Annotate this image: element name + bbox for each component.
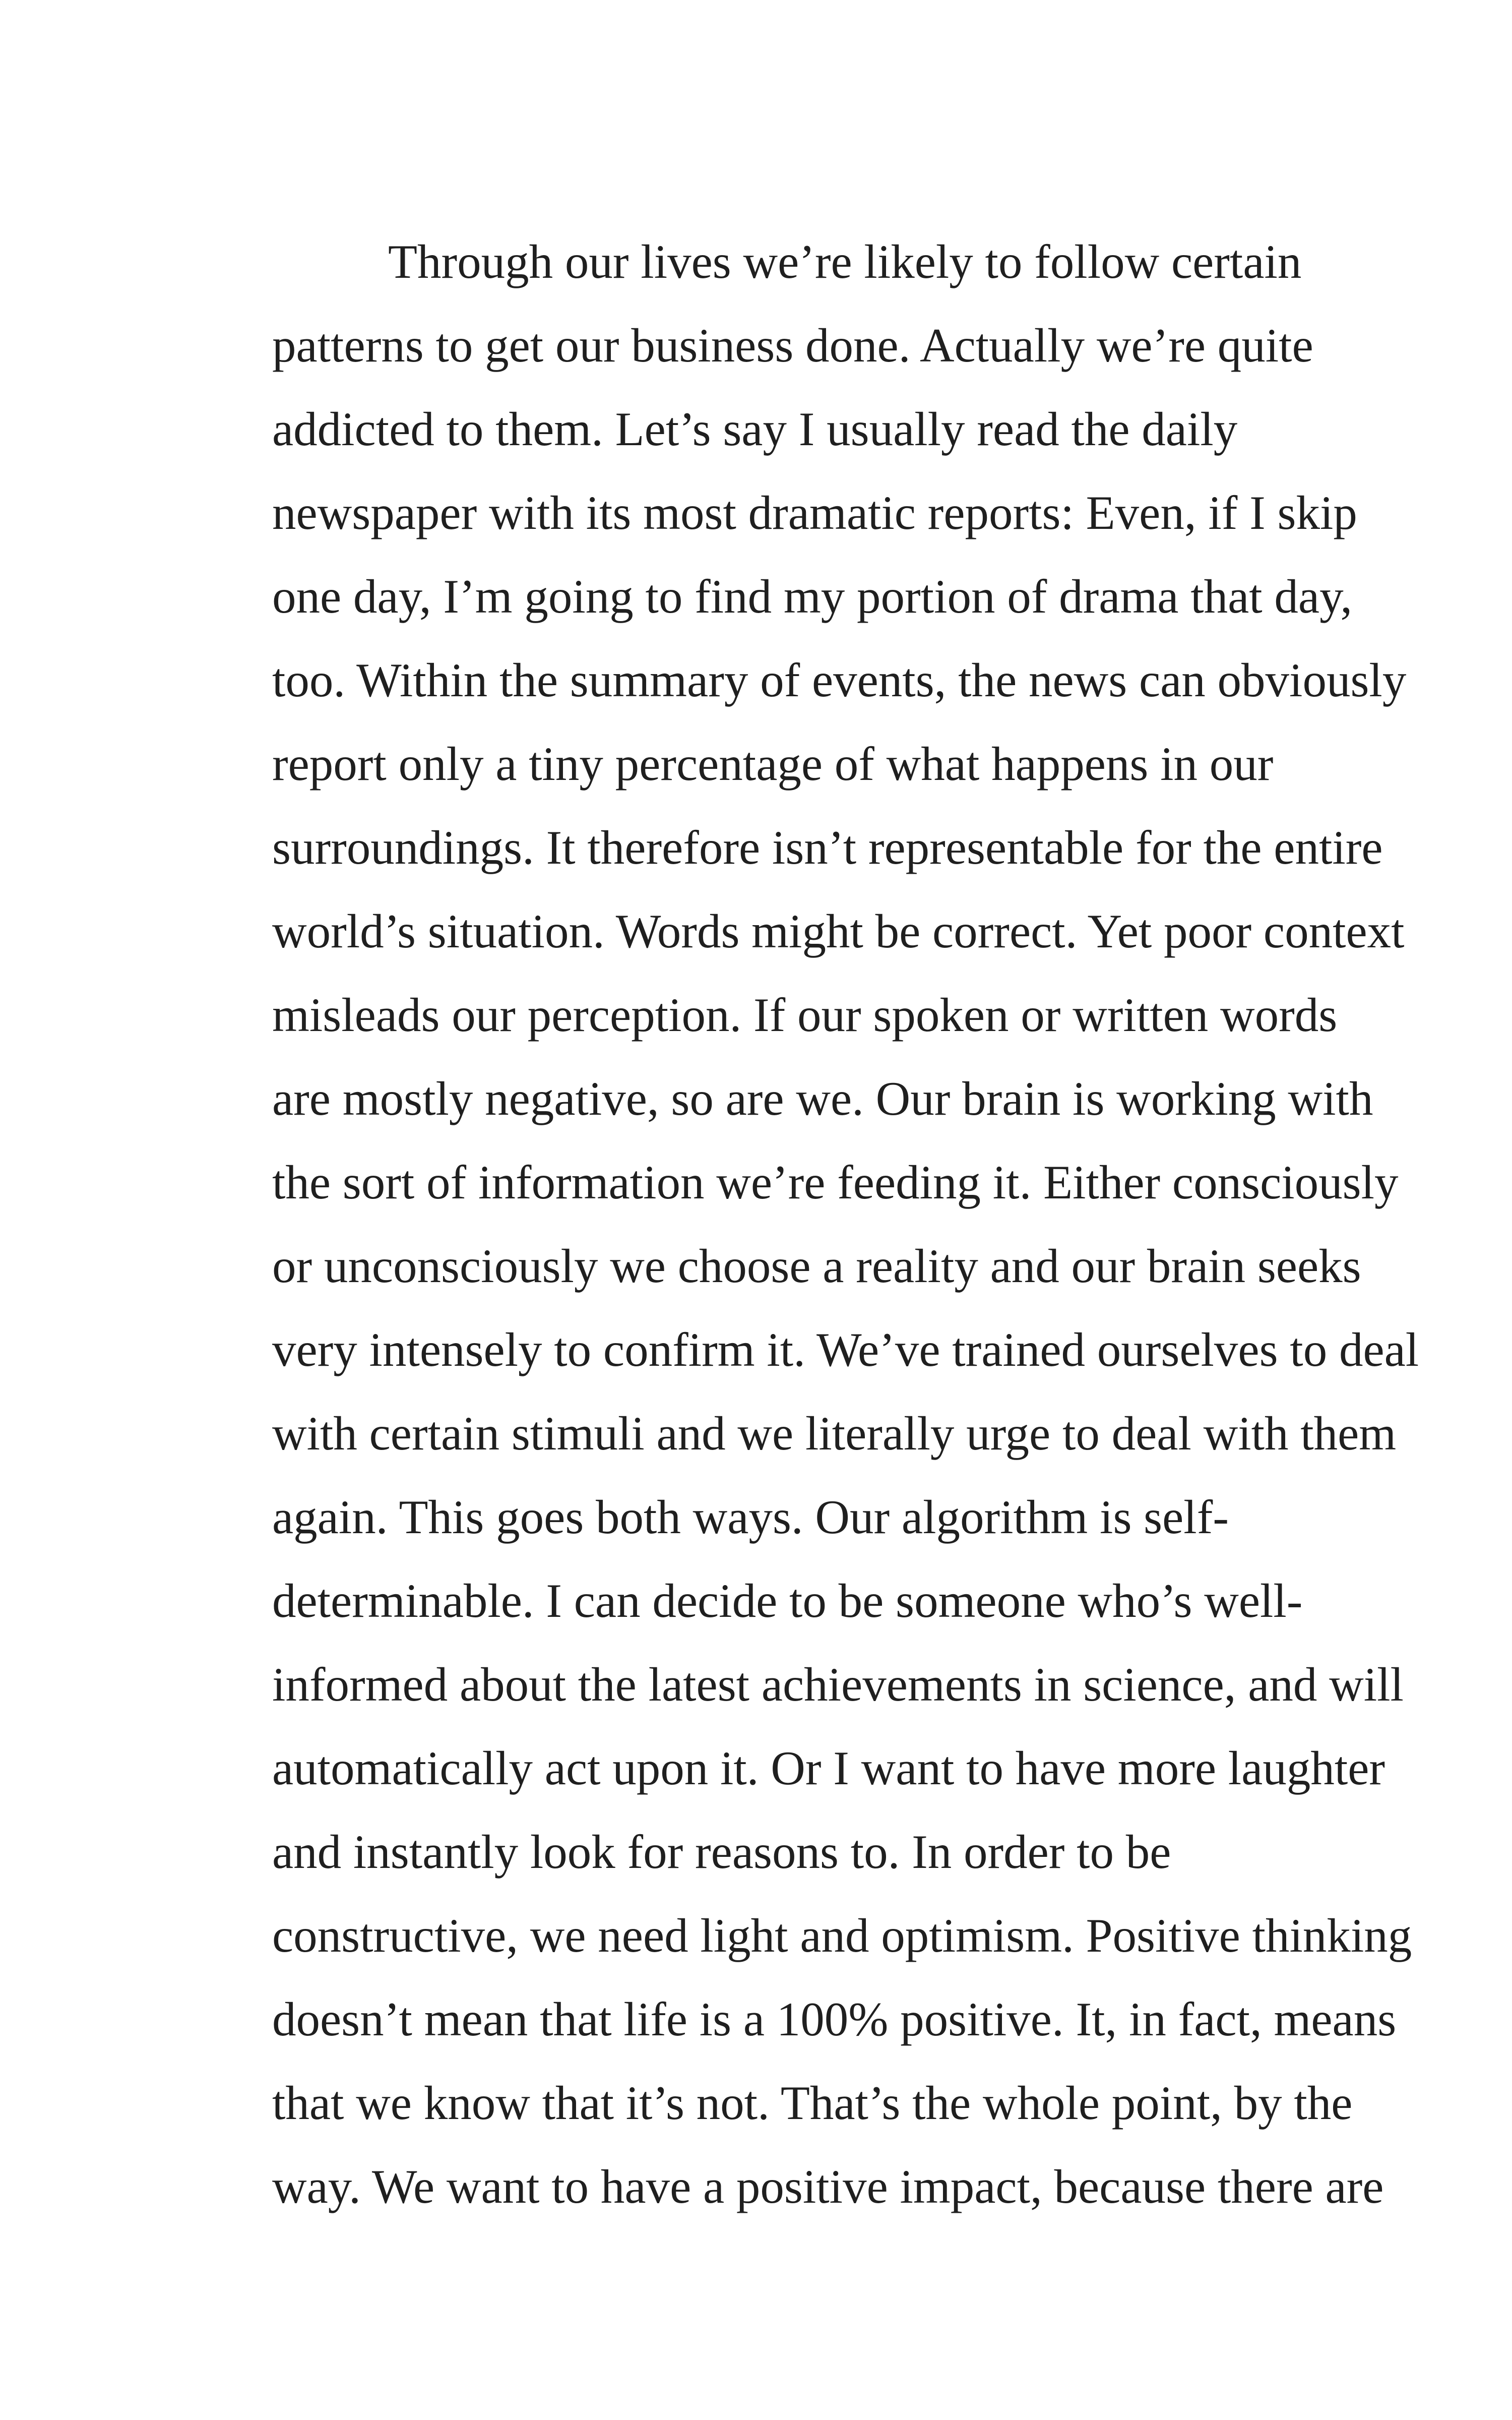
paragraph-line-3: addicted to them. Let’s say I usually read the daily bbox=[272, 402, 1238, 456]
paragraph-line-4: newspaper with its most dramatic reports: Even, if I skip bbox=[272, 486, 1357, 539]
paragraph-line-9: world’s situation. Words might be correct. Yet poor context bbox=[272, 904, 1405, 958]
paragraph-line-23: that we know that it’s not. That’s the whole point, by the bbox=[272, 2076, 1353, 2130]
paragraph-line-12: the sort of information we’re feeding it. Either consciously bbox=[272, 1156, 1399, 1209]
paragraph-line-13: or unconsciously we choose a reality and our brain seeks bbox=[272, 1239, 1361, 1293]
paragraph-line-18: informed about the latest achievements in science, and will bbox=[272, 1658, 1404, 1711]
paragraph-line-19: automatically act upon it. Or I want to have more laughter bbox=[272, 1741, 1385, 1795]
paragraph-line-6: too. Within the summary of events, the news can obviously bbox=[272, 653, 1407, 707]
body-paragraph bbox=[272, 220, 1431, 2228]
paragraph-line-16: again. This goes both ways. Our algorithm is self- bbox=[272, 1490, 1229, 1544]
paragraph-line-21: constructive, we need light and optimism. Positive thinking bbox=[272, 1909, 1412, 1962]
paragraph-line-22: doesn’t mean that life is a 100% positive. It, in fact, means bbox=[272, 1992, 1397, 2046]
paragraph-line-17: determinable. I can decide to be someone who’s well- bbox=[272, 1574, 1303, 1627]
paragraph-line-8: surroundings. It therefore isn’t representable for the entire bbox=[272, 821, 1383, 874]
paragraph-line-2: patterns to get our business done. Actually we’re quite bbox=[272, 319, 1313, 372]
paragraph-line-5: one day, I’m going to find my portion of drama that day, bbox=[272, 570, 1353, 623]
paragraph-line-1: Through our lives we’re likely to follow certain bbox=[388, 235, 1302, 288]
paragraph-line-20: and instantly look for reasons to. In order to be bbox=[272, 1825, 1171, 1879]
paragraph-line-14: very intensely to confirm it. We’ve trained ourselves to deal bbox=[272, 1323, 1419, 1376]
paragraph-line-15: with certain stimuli and we literally urge to deal with them bbox=[272, 1407, 1397, 1460]
paragraph-line-11: are mostly negative, so are we. Our brain is working with bbox=[272, 1072, 1373, 1125]
paragraph-line-7: report only a tiny percentage of what happens in our bbox=[272, 737, 1274, 791]
paragraph-line-10: misleads our perception. If our spoken or written words bbox=[272, 988, 1338, 1042]
paragraph-line-24: way. We want to have a positive impact, because there are bbox=[272, 2160, 1384, 2213]
